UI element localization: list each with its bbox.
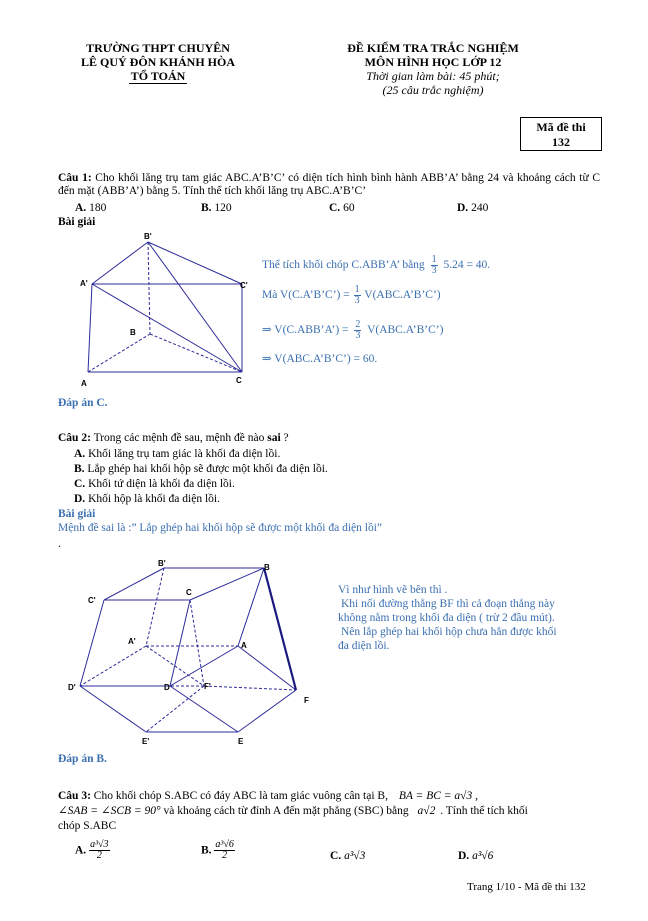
q2-text-pre: Trong các mệnh đề sau, mệnh đề nào xyxy=(93,432,265,444)
q2-option-c[interactable]: C. Khối tứ diện là khối đa diện lồi. xyxy=(74,478,235,490)
q2-dot: . xyxy=(58,538,61,550)
q2-label-Cp: C' xyxy=(88,596,96,605)
exam-header xyxy=(318,41,548,97)
question-3 xyxy=(58,789,600,834)
exam-title: ĐỀ KIỂM TRA TRẮC NGHIỆM xyxy=(347,41,519,55)
department xyxy=(58,69,258,83)
question-count: (25 câu trắc nghiệm) xyxy=(382,83,484,97)
q2-explain-4: Nên lắp ghép hai khối hộp chưa hẳn được khối xyxy=(341,626,557,638)
q2-label: Câu 2: xyxy=(58,432,91,444)
q2-solution-label: Bài giải xyxy=(58,508,96,520)
q2-explain-1: Vì như hình vẽ bên thì . xyxy=(338,584,448,596)
exam-code-value: 132 xyxy=(552,135,570,149)
q1-label-Cp: C' xyxy=(240,281,248,290)
q2-label-Ap: A' xyxy=(128,637,136,646)
q2-label-F: F xyxy=(304,696,309,705)
q1-solution-line3: ⇒ V(C.ABB’A’) = $\frac{2}{3}$ V(ABC.A’B’C’) xyxy=(262,319,444,341)
question-1 xyxy=(58,172,600,198)
q1-label-Ap: A' xyxy=(80,279,88,288)
q1-solution-line1: Thể tích khối chóp C.ABB’A’ bằng $\frac{1}{3}$ 5.24 = 40. xyxy=(262,254,491,276)
q3-options xyxy=(75,840,595,876)
school-name xyxy=(58,41,258,83)
q2-label-Dp: D' xyxy=(68,683,76,692)
q3-option-c[interactable]: C. a³√3 xyxy=(330,850,366,862)
q1-label: Câu 1: xyxy=(58,172,92,184)
q1-options xyxy=(75,201,595,215)
q1-option-a[interactable]: A. 180 xyxy=(75,202,107,214)
q2-explain-3: không nằm trong khối đa diện ( trừ 2 đầu mút). xyxy=(338,612,555,624)
q3-line2-eq: ∠SAB = ∠SCB = 90° xyxy=(58,805,161,817)
q2-explain-5: đa diện lồi. xyxy=(338,640,390,652)
q1-label-Bp: B' xyxy=(144,232,152,241)
q2-options xyxy=(74,447,574,507)
q3-line2-end: . Tính thể tích khối xyxy=(440,805,528,817)
q3-label: Câu 3: xyxy=(58,790,91,802)
q2-label-A: A xyxy=(241,641,247,650)
school-line2: LÊ QUÝ ĐÔN KHÁNH HÒA xyxy=(80,55,235,69)
q2-label-D: D xyxy=(164,683,170,692)
school-line1: TRƯỜNG THPT CHUYÊN xyxy=(86,41,230,55)
q1-option-d[interactable]: D. 240 xyxy=(457,202,489,214)
subject: MÔN HÌNH HỌC LỚP 12 xyxy=(364,55,502,69)
q2-label-Fp: F' xyxy=(204,682,211,691)
q2-option-b[interactable]: B. Lắp ghép hai khối hộp sẽ được một khối đa diện lồi. xyxy=(74,463,328,475)
q1-label-A: A xyxy=(81,379,87,388)
q1-text: Cho khối lăng trụ tam giác ABC.A’B’C’ có diện tích hình bình hành ABB’A’ bằng 24 và khoảng cách từ C đến mặt (ABB’A’) bằng 5. Tính thể tích khối lăng trụ ABC.A’B’C’ xyxy=(58,172,601,197)
exam-code-label: Mã đề thi xyxy=(536,120,586,134)
q1-solution-label: Bài giải xyxy=(58,216,96,228)
q1-option-b[interactable]: B. 120 xyxy=(201,202,232,214)
q3-eq1: BA = BC = a√3 , xyxy=(398,790,478,802)
page-footer: Trang 1/10 - Mã đề thi 132 xyxy=(467,881,586,893)
q2-label-B: B xyxy=(264,563,270,572)
q3-line3: chóp S.ABC xyxy=(58,820,117,832)
q3-option-d[interactable]: D. a³√6 xyxy=(458,850,494,862)
q2-explanation xyxy=(338,583,557,653)
q2-text-bold: sai xyxy=(267,432,281,444)
q3-option-b[interactable]: B. $\frac{\text{a³√6}}{2}$ xyxy=(201,839,234,861)
q1-label-B: B xyxy=(130,328,136,337)
q2-answer: Đáp án B. xyxy=(58,753,107,765)
q1-answer: Đáp án C. xyxy=(58,397,108,409)
duration: Thời gian làm bài: 45 phút; xyxy=(366,69,500,83)
q3-line2: và khoảng cách từ đỉnh A đến mặt phẳng (SBC) bằng xyxy=(163,805,409,817)
q3-line2-eq2: a√2 xyxy=(417,805,436,817)
exam-code-box xyxy=(520,117,602,151)
q2-solution-statement: Mệnh đề sai là :” Lắp ghép hai khối hộp sẽ được một khối đa diện lồi” xyxy=(58,522,383,534)
q2-box-figure xyxy=(66,558,326,748)
q2-label-Bp: B' xyxy=(158,559,166,568)
q1-prism-figure xyxy=(78,230,253,390)
q2-label-C: C xyxy=(186,588,192,597)
q2-option-d[interactable]: D. Khối hộp là khối đa diện lồi. xyxy=(74,493,220,505)
q1-option-c[interactable]: C. 60 xyxy=(329,202,355,214)
q2-option-a[interactable]: A. Khối lăng trụ tam giác là khối đa diện lồi. xyxy=(74,448,281,460)
q3-line1: Cho khối chóp S.ABC có đáy ABC là tam giác vuông cân tại B, xyxy=(93,790,388,802)
q1-solution-line2: Mà V(C.A’B’C’) = $\frac{1}{3}$ V(ABC.A’B’C’) xyxy=(262,284,441,306)
q1-solution-line4: ⇒ V(ABC.A’B’C’) = 60. xyxy=(262,353,378,365)
q2-explain-2: Khi nối đường thẳng BF thì cả đoạn thẳng này xyxy=(341,598,555,610)
q3-option-a[interactable]: A. $\frac{\text{a³√3}}{2}$ xyxy=(75,839,109,861)
q2-label-E: E xyxy=(238,737,244,746)
department-text: TỔ TOÁN xyxy=(130,69,186,83)
q2-text-post: ? xyxy=(283,432,289,444)
q2-label-Ep: E' xyxy=(142,737,150,746)
question-2 xyxy=(58,432,598,445)
q1-label-C: C xyxy=(236,376,242,385)
